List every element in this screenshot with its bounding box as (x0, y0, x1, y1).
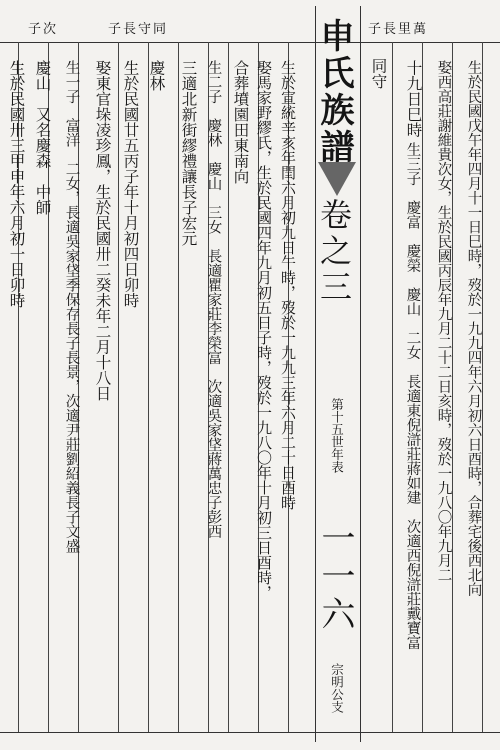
text-column: 娶東官垛凌珍鳳，生於民國卅二癸未年二月十八日 (93, 60, 112, 401)
text-column: 生於民國戊午年四月十一日巳時，歿於一九九四年六月初六日酉時，合葬宅後西北向 (465, 60, 482, 597)
column-rule (482, 42, 483, 732)
text-column: 合葬墳園田東南向 (231, 60, 250, 184)
header-right-label: 子長里萬 (368, 22, 429, 37)
column-rule (422, 42, 423, 732)
text-column: 生於民國廿五丙子年十月初四日卯時 (121, 60, 140, 308)
header-rule (0, 42, 500, 43)
text-column: 生於宣統辛亥年閏六月初九日午時，歿於一九九三年六月二十日酉時 (279, 60, 297, 510)
fishtail-triangle (318, 162, 356, 196)
text-column: 娶西高莊謝維貴次女，生於民國丙辰年九月二十二日亥時，歿於一九八〇年九月二 (435, 60, 452, 582)
text-column: 同守 (369, 58, 388, 89)
column-rule (148, 42, 149, 732)
section-label: 第十五世年表 (329, 398, 345, 473)
footer-rule (0, 732, 500, 733)
text-column: 生於民國卅三甲申年六月初一日卯時 (7, 60, 26, 308)
book-title: 申氏族譜 (314, 18, 354, 166)
header-middle-label: 子長守同 (108, 22, 169, 37)
page-number: 一一六 (315, 520, 355, 634)
text-column: 慶山 又名慶森 中師 (33, 60, 52, 215)
branch-label: 宗明公支 (329, 663, 345, 713)
text-column: 生三子 慶富 慶榮 慶山 二女 長適東倪滸莊蔣如建 次適西倪滸莊戴寶富 (404, 142, 421, 650)
text-column: 生一子 富洋 二女，長適吳家垡季保存長子長景，次適尹莊劉紹義長子文盛 (63, 60, 80, 553)
column-rule (392, 42, 393, 732)
text-column: 三適北新街繆禮讓長子宏元 (179, 60, 198, 246)
text-column: 十九日巳時 (404, 60, 423, 138)
column-rule (118, 42, 119, 732)
text-column: 娶馬家野繆氏，生於民國四年九月初五日子時，歿於一九八〇年十月初三日酉時， (255, 60, 273, 600)
column-rule (228, 42, 229, 732)
volume-label: 卷之三 (315, 198, 353, 306)
column-rule (178, 42, 179, 732)
text-column: 慶林 (147, 60, 166, 91)
column-rule (452, 42, 453, 732)
header-left-label: 子次 (28, 22, 59, 37)
text-column: 生二子 慶林 慶山 三女 長適瞿家莊李榮富 次適吳家垡蔣萬忠子彭西 (205, 60, 222, 539)
